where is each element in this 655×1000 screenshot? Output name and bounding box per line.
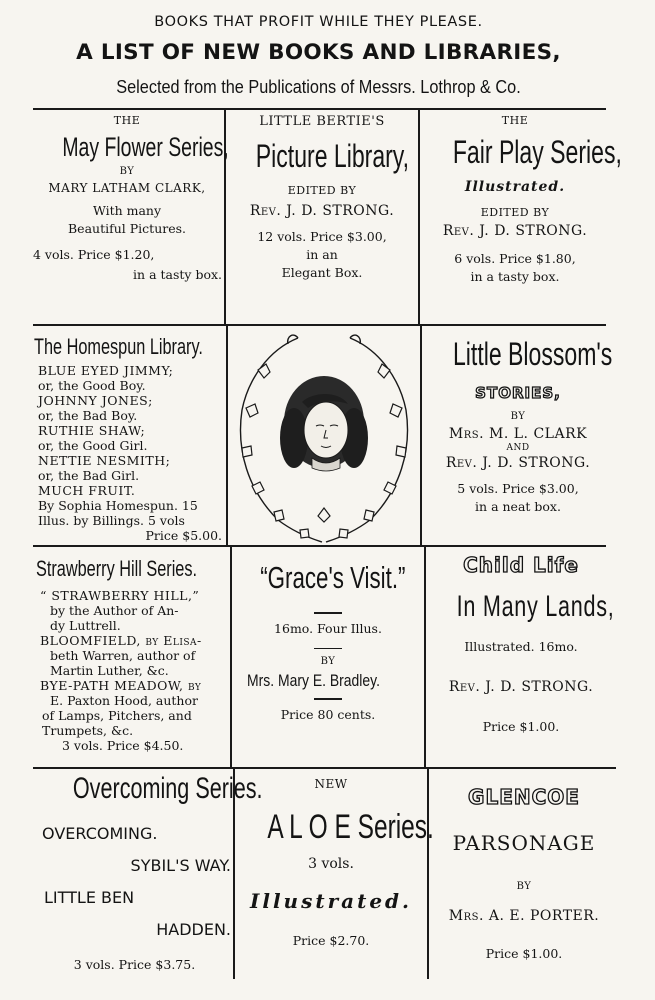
portrait-vignette-icon: [228, 330, 420, 544]
rule-top: [33, 108, 606, 110]
bertie-owner: LITTLE BERTIE'S: [259, 114, 385, 129]
fairplay-price: 6 vols. Price $1.80,: [454, 251, 576, 266]
homespun-credit: By Sophia Homespun. 15: [38, 498, 198, 513]
glencoe-parsonage-block: [429, 784, 619, 978]
portrait-illustration: [228, 330, 420, 544]
blossom-author-2: Rev. J. D. STRONG.: [445, 455, 591, 471]
blossom-by: BY: [510, 411, 526, 422]
glencoe-title: GLENCOE: [468, 785, 580, 809]
aloe-new: NEW: [314, 777, 348, 791]
homespun-library-block: [34, 334, 226, 544]
rule-row2: [33, 545, 606, 547]
bertie-edited-by: EDITED BY: [287, 184, 357, 197]
glencoe-by: BY: [516, 881, 532, 892]
mayflower-by: BY: [119, 166, 135, 177]
grace-price: Price 80 cents.: [280, 706, 376, 722]
grace-spec: 16mo. Four Illus.: [274, 620, 382, 636]
fairplay-box: in a tasty box.: [470, 269, 560, 284]
mayflower-price: 4 vols. Price $1.20,: [33, 247, 155, 262]
homespun-line-7: NETTIE NESMITH;: [38, 453, 171, 468]
strawberry-line-8: E. Paxton Hood, author: [50, 693, 198, 708]
grace-rule-2: [314, 648, 342, 650]
fairplay-the: THE: [501, 114, 529, 127]
overcoming-book-4: HADDEN.: [156, 920, 231, 939]
header-subtitle: Selected from the Publications of Messrs. Lothrop & Co.: [116, 76, 521, 97]
mayflower-the: THE: [113, 114, 141, 127]
bertie-price: 12 vols. Price $3.00,: [257, 229, 387, 244]
bertie-in-an: in an: [306, 247, 338, 262]
strawberry-price: 3 vols. Price $4.50.: [62, 738, 184, 753]
overcoming-book-3: LITTLE BEN: [44, 888, 135, 907]
rule-row1: [33, 324, 606, 326]
homespun-line-2: or, the Good Boy.: [38, 378, 146, 393]
homespun-line-6: or, the Good Girl.: [38, 438, 148, 453]
homespun-line-8: or, the Bad Girl.: [38, 468, 140, 483]
bertie-picture-library-block: [226, 114, 418, 322]
aloe-series-block: [235, 776, 434, 978]
blossom-box: in a neat box.: [475, 499, 561, 514]
strawberry-title: Strawberry Hill Series.: [36, 556, 198, 581]
blossom-title: Little Blossom's: [452, 336, 613, 372]
homespun-line-4: or, the Bad Boy.: [38, 408, 138, 423]
strawberry-line-3: dy Luttrell.: [50, 618, 121, 633]
strawberry-line-2: by the Author of An-: [50, 603, 179, 618]
grace-rule-3: [314, 698, 342, 700]
overcoming-book-1: OVERCOMING.: [42, 824, 158, 843]
glencoe-price: Price $1.00.: [485, 946, 563, 961]
strawberry-line-9: of Lamps, Pitchers, and: [42, 708, 192, 723]
rule-row3: [33, 767, 616, 769]
fairplay-editor: Rev. J. D. STRONG.: [442, 223, 588, 239]
homespun-line-3: JOHNNY JONES;: [38, 393, 153, 408]
childlife-author: Rev. J. D. STRONG.: [448, 679, 594, 695]
childlife-price: Price $1.00.: [482, 719, 560, 734]
strawberry-line-10: Trumpets, &c.: [42, 723, 134, 738]
childlife-title-2: In Many Lands,: [456, 590, 615, 623]
mayflower-desc2: Beautiful Pictures.: [68, 221, 186, 236]
blossom-price: 5 vols. Price $3.00,: [457, 481, 579, 496]
mayflower-series-block: [30, 114, 229, 322]
blossom-author-1: Mrs. M. L. CLARK: [448, 426, 588, 442]
header-title: A LIST OF NEW BOOKS AND LIBRARIES,: [76, 40, 561, 65]
strawberry-line-5: beth Warren, author of: [50, 648, 196, 663]
glencoe-title-2: PARSONAGE: [452, 831, 596, 855]
grace-author: Mrs. Mary E. Bradley.: [246, 671, 380, 690]
homespun-line-9: MUCH FRUIT.: [38, 483, 136, 498]
bertie-title: Picture Library,: [255, 138, 410, 174]
homespun-title: The Homespun Library.: [34, 334, 203, 359]
grace-title: “Grace's Visit.”: [260, 560, 406, 595]
strawberry-line-4: BLOOMFIELD, by Elisa-: [40, 633, 202, 648]
grace-by: BY: [320, 656, 336, 667]
strawberry-hill-block: [36, 556, 230, 764]
aloe-price: Price $2.70.: [292, 933, 370, 948]
strawberry-line-7: BYE-PATH MEADOW, by: [40, 678, 202, 693]
fairplay-illustrated: Illustrated.: [464, 179, 566, 195]
blossom-and: AND: [506, 443, 530, 453]
childlife-title: Child Life: [463, 553, 579, 577]
glencoe-author: Mrs. A. E. PORTER.: [448, 908, 600, 924]
mayflower-title: May Flower Series,: [62, 132, 229, 162]
grace-visit-block: [232, 560, 424, 764]
aloe-vols: 3 vols.: [308, 856, 354, 872]
bertie-box: Elegant Box.: [281, 265, 363, 280]
mayflower-desc1: With many: [92, 203, 162, 218]
homespun-line-1: BLUE EYED JIMMY;: [38, 363, 174, 378]
blossom-stories-block: [422, 336, 614, 544]
strawberry-line-6: Martin Luther, &c.: [50, 663, 169, 678]
overcoming-series-block: [36, 772, 263, 978]
overcoming-price: 3 vols. Price $3.75.: [73, 957, 196, 972]
overcoming-book-2: SYBIL'S WAY.: [130, 856, 231, 875]
strawberry-line-1: “ STRAWBERRY HILL,”: [40, 588, 200, 603]
mayflower-box: in a tasty box.: [133, 267, 222, 282]
homespun-price: Price $5.00.: [145, 528, 222, 543]
fairplay-edited-by: EDITED BY: [480, 206, 550, 219]
aloe-title: A L O E Series.: [267, 808, 434, 846]
homespun-line-5: RUTHIE SHAW;: [38, 423, 146, 438]
grace-rule-1: [314, 612, 342, 614]
blossom-stories: STORIES,: [475, 384, 561, 402]
mayflower-author: MARY LATHAM CLARK,: [48, 181, 206, 195]
aloe-illustrated: Illustrated.: [250, 889, 412, 913]
child-life-block: [426, 552, 616, 764]
fairplay-series-block: [420, 114, 622, 322]
childlife-spec: Illustrated. 16mo.: [464, 639, 578, 654]
homespun-credit2: Illus. by Billings. 5 vols: [38, 513, 185, 528]
bertie-editor: Rev. J. D. STRONG.: [249, 203, 395, 219]
header-tagline: BOOKS THAT PROFIT WHILE THEY PLEASE.: [154, 14, 483, 30]
overcoming-title: Overcoming Series.: [72, 772, 263, 805]
fairplay-title: Fair Play Series,: [452, 134, 622, 170]
